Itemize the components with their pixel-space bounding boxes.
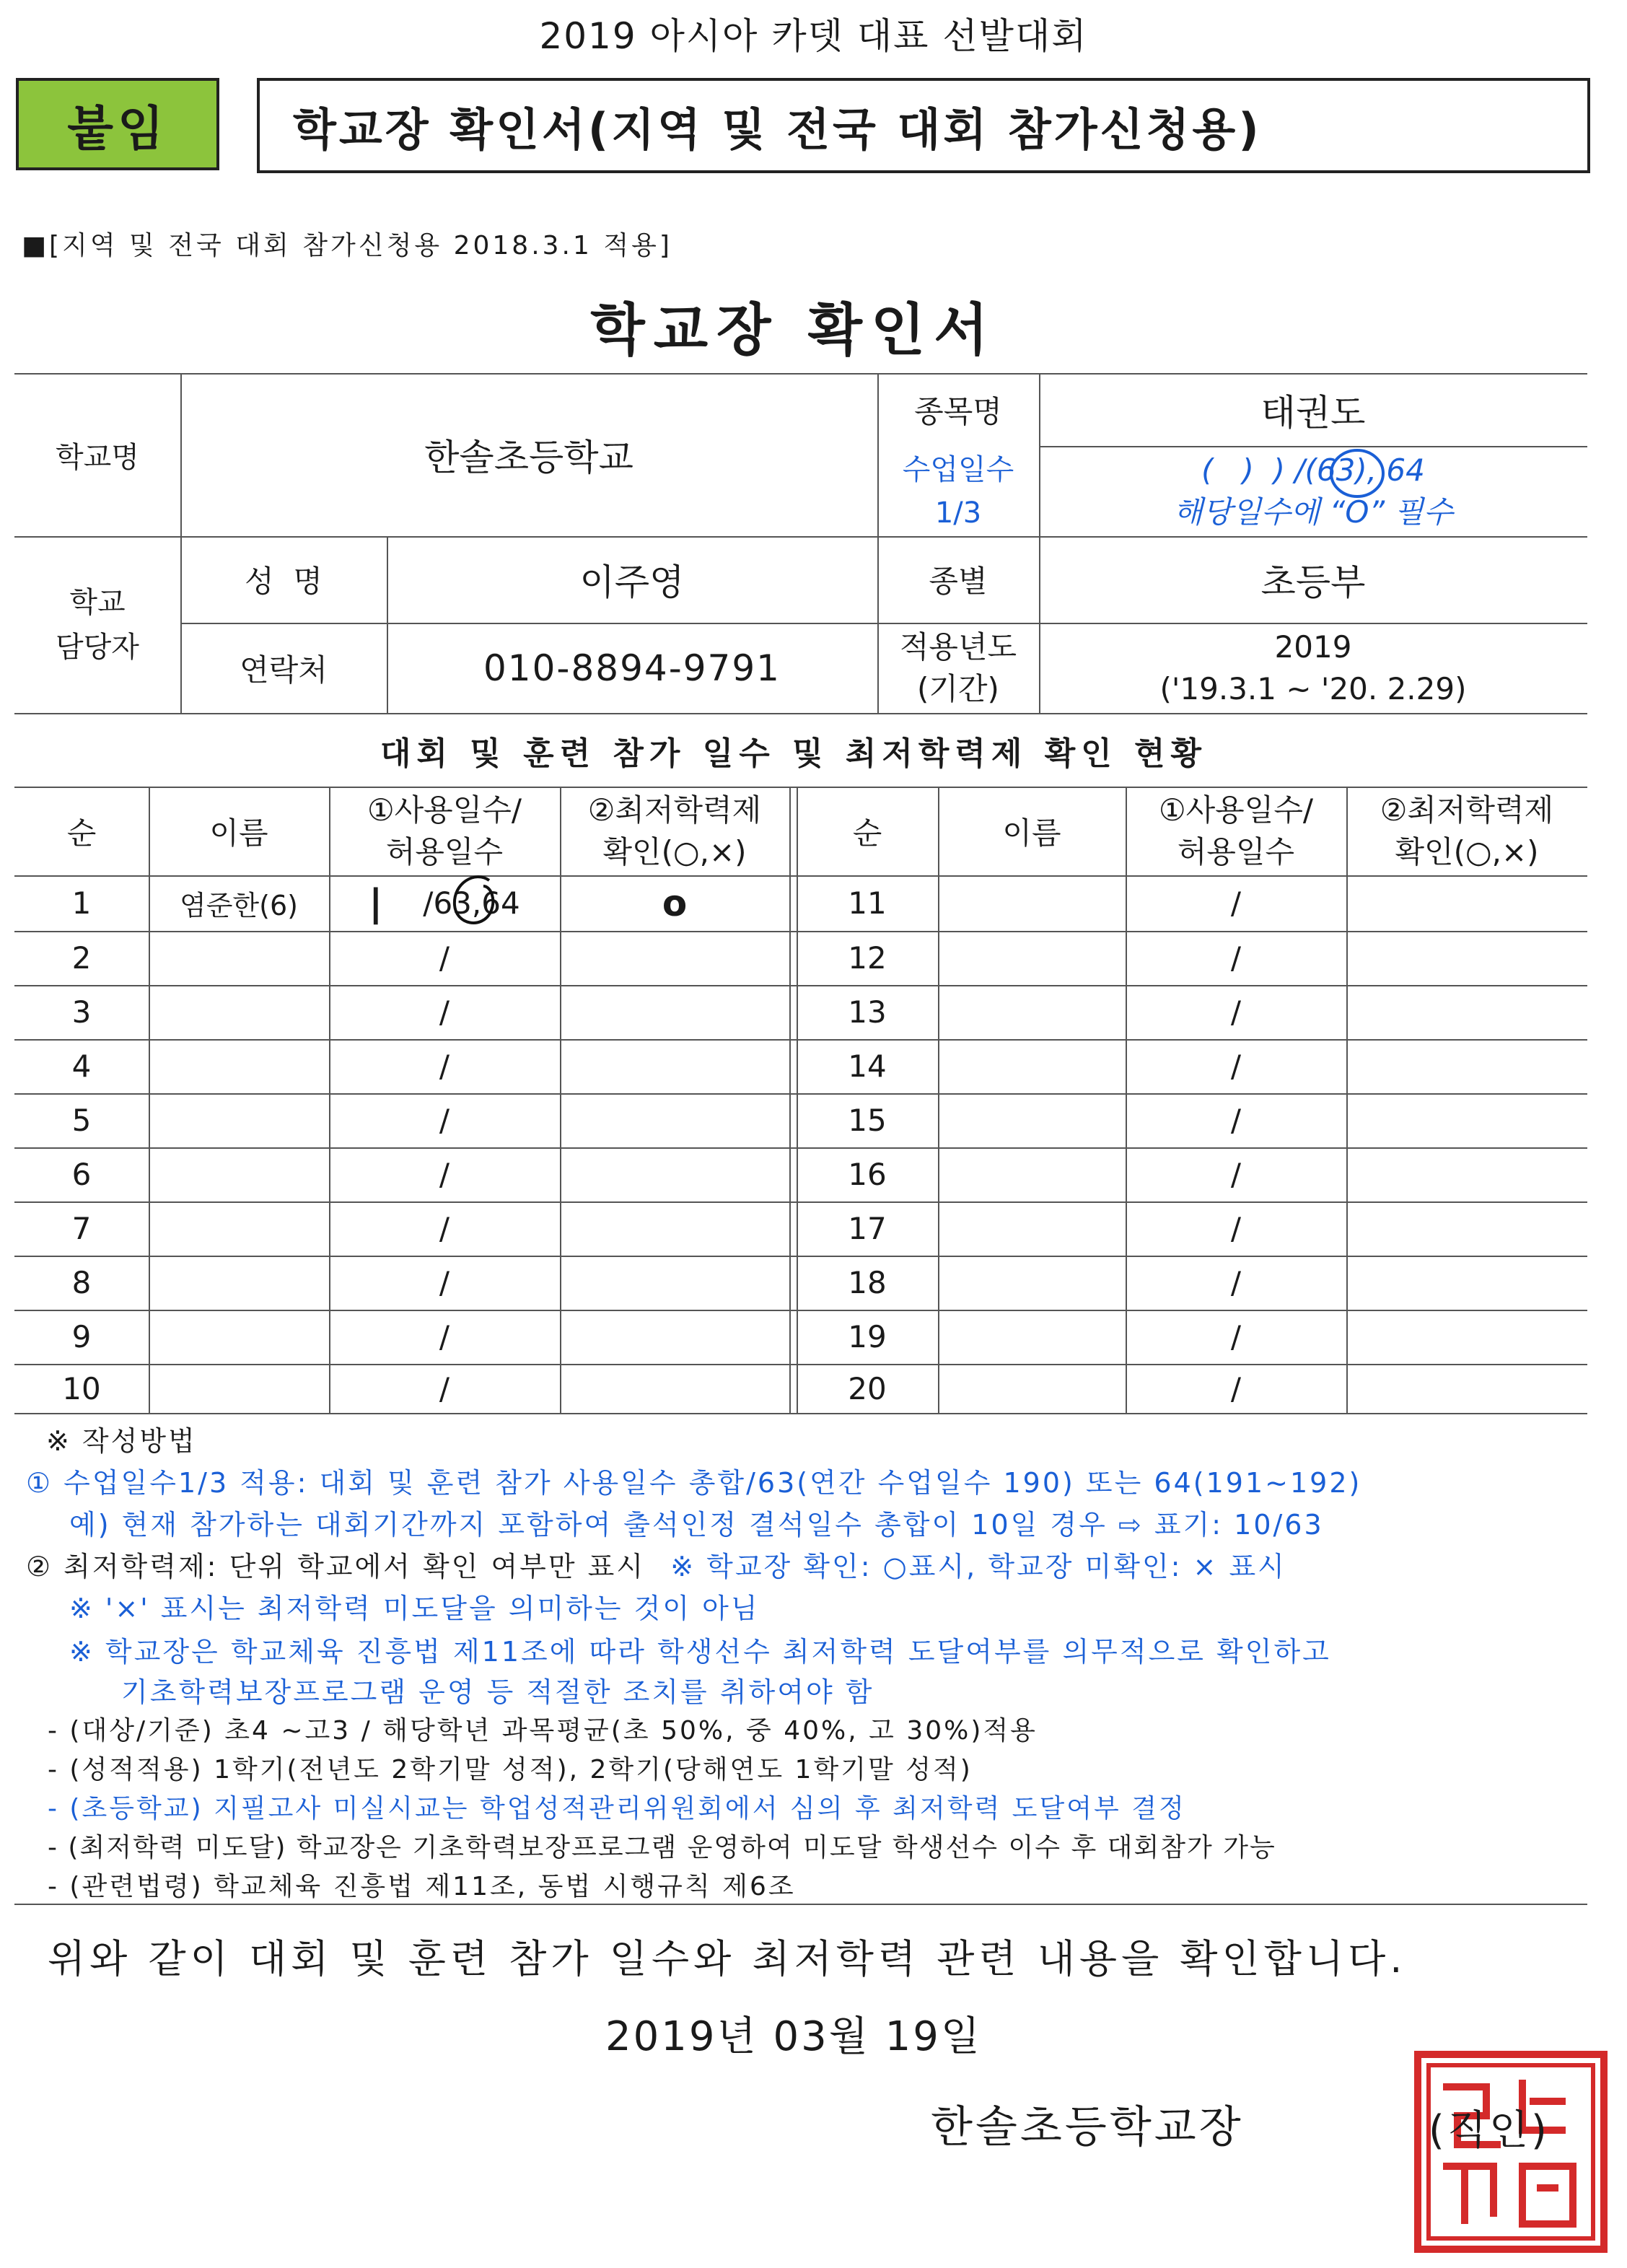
row-num: 3 [71,994,92,1030]
manager-label [14,536,180,713]
row-num: 17 [848,1211,887,1246]
manager-label-1: 학교 [69,585,126,619]
header-min-right [1346,787,1587,875]
row-num: 6 [71,1157,92,1192]
main-title: 학교장 확인서 [590,298,997,363]
header-days-left [329,787,560,875]
row-days: / [439,940,450,976]
seal-label: (직인) [1429,2107,1550,2154]
row-num: 18 [848,1265,887,1300]
header-min-left-1: ②최저학력제 [587,792,762,828]
period-label [877,623,1039,713]
note-2c: ※ 학교장은 학교체육 진흥법 제11조에 따라 학생선수 최저학력 도달여부를 의무적으로 확인하고 [69,1636,1331,1668]
period-range: ('19.3.1 ~ '20. 2.29) [1159,670,1467,706]
note-2b: ※ '×' 표시는 최저학력 미도달을 의미하는 것이 아님 [69,1593,760,1624]
row-days [329,875,560,931]
row-num: 10 [62,1370,101,1406]
row-days: / [439,1370,450,1406]
row-days: / [1230,1370,1242,1406]
school-label: 학교명 [56,440,139,474]
row-num: 19 [848,1319,887,1354]
row-num: 8 [71,1265,92,1300]
detail-3: - (초등학교) 지필고사 미실시교는 학업성적관리위원회에서 심의 후 최저학력 도달여부 결정 [48,1794,1186,1823]
header-days-right-1: ①사용일수/ [1158,792,1314,828]
school-value: 한솔초등학교 [424,437,633,478]
row-days: / [439,1265,450,1300]
confirmation-date: 2019년 03월 19일 [605,2013,982,2060]
row-days: / [1230,1265,1242,1300]
division-label: 종별 [929,564,988,599]
detail-5: - (관련법령) 학교체육 진흥법 제11조, 동법 시행규칙 제6조 [48,1872,796,1901]
notes-heading: ※ 작성방법 [46,1425,197,1457]
row-num: 12 [848,940,887,976]
header-days-left-2: 허용일수 [385,833,504,870]
period-label-2: (기간) [917,670,999,706]
sport-label: 종목명 [914,393,1002,429]
principal-signature: 한솔초등학교장 [931,2102,1244,2153]
handwritten-tally: | [369,881,383,925]
name-value: 이주영 [579,561,685,603]
row-days: / [1230,994,1242,1030]
note-2a-text: ② 최저학력제: 단위 학교에서 확인 여부만 표시 [26,1551,646,1582]
note-2d: 기초학력보장프로그램 운영 등 적절한 조치를 취하여야 함 [121,1676,874,1708]
period-year: 2019 [1274,629,1352,665]
row-num: 5 [71,1103,92,1138]
note-1a: ① 수업일수1/3 적용: 대회 및 훈련 참가 사용일수 총합/63(연간 수업일수 190) 또는 64(191~192) [26,1467,1362,1499]
row-num: 7 [71,1211,92,1246]
detail-2: - (성적적용) 1학기(전년도 2학기말 성적), 2학기(당해연도 1학기말 성적) [48,1755,973,1785]
hand-drawn-circle [446,870,501,932]
header-num-right: 순 [852,815,882,851]
class-days-label [877,446,1039,536]
detail-1: - (대상/기준) 초4 ~고3 / 해당학년 과목평균(초 50%, 중 40%, 고 30%)적용 [48,1716,1038,1746]
header-min-right-2: 확인(○,×) [1395,833,1539,870]
row-num: 1 [71,885,92,921]
row-days: / [1230,1103,1242,1138]
row-days: / [1230,940,1242,976]
attachment-tag [16,78,219,170]
class-days-label-2: 1/3 [934,496,982,530]
row-days: / [1230,1157,1242,1192]
header-days-left-1: ①사용일수/ [367,792,522,828]
row-days: / [439,1157,450,1192]
contact-label: 연락처 [240,652,328,688]
period-value [1039,623,1587,713]
row-check: o [662,882,688,924]
row-days: / [439,1211,450,1246]
row-num: 2 [71,940,92,976]
manager-label-2: 담당자 [56,630,139,664]
class-days-label-1: 수업일수 [902,452,1014,486]
hand-drawn-circle [1325,446,1390,504]
row-days: / [439,1048,450,1084]
period-label-1: 적용년도 [899,629,1017,665]
note-1b: 예) 현재 참가하는 대회기간까지 포함하여 출석인정 결석일수 총합이 10일 경우 ⇨ 표기: 10/63 [69,1509,1324,1541]
attachment-tag-label: 붙임 [67,100,168,157]
row-num: 16 [848,1157,887,1192]
row-days: / [439,1319,450,1354]
sport-value: 태권도 [1260,391,1366,434]
row-num: 9 [71,1319,92,1354]
row-days: / [439,1103,450,1138]
row-num: 20 [848,1370,887,1406]
row-num: 14 [848,1048,887,1084]
header-min-left [560,787,789,875]
note-2a [26,1544,1286,1584]
detail-4: - (최저학력 미도달) 학교장은 기초학력보장프로그램 운영하여 미도달 학생선수 이수 후 대회참가 가능 [48,1833,1276,1862]
header-days-right-2: 허용일수 [1177,833,1295,870]
row-num: 4 [71,1048,92,1084]
contact-value: 010-8894-9791 [483,647,781,689]
row-num: 11 [848,885,887,921]
confirmation-text: 위와 같이 대회 및 훈련 참가 일수와 최저학력 관련 내용을 확인합니다. [48,1936,1407,1982]
row-days: / [1230,1319,1242,1354]
header-name-left: 이름 [209,815,268,851]
header-days-right [1126,787,1346,875]
row-days-value: /63,64 [423,885,520,921]
applies-note: ■[지역 및 전국 대회 참가신청용 2018.3.1 적용] [22,231,672,260]
division-value: 초등부 [1260,561,1366,603]
header-min-left-2: 확인(○,×) [602,833,747,870]
row-num: 13 [848,994,887,1030]
row-num: 15 [848,1103,887,1138]
name-label: 성 명 [245,564,323,599]
class-days-instruction: 해당일수에 “O” 필수 [1173,494,1453,530]
row-days: / [1230,1048,1242,1084]
row-days: / [1230,885,1242,921]
note-2a-highlight: ※ 학교장 확인: ○표시, 학교장 미확인: × 표시 [670,1551,1286,1582]
row-days: / [1230,1211,1242,1246]
status-title: 대회 및 훈련 참가 일수 및 최저학력제 확인 현황 [380,735,1208,772]
class-days-options: ( ) ) /(63), 64 [1201,452,1425,488]
event-title: 2019 아시아 카뎃 대표 선발대회 [539,15,1088,57]
header-num-left: 순 [66,815,97,851]
header-name-right: 이름 [1002,815,1061,851]
document-heading-box [257,78,1590,173]
header-min-right-1: ②최저학력제 [1380,792,1554,828]
row-name: 염준한(6) [180,890,298,921]
row-days: / [439,994,450,1030]
class-days-value [1039,446,1587,536]
document-heading: 학교장 확인서(지역 및 전국 대회 참가신청용) [293,102,1262,156]
